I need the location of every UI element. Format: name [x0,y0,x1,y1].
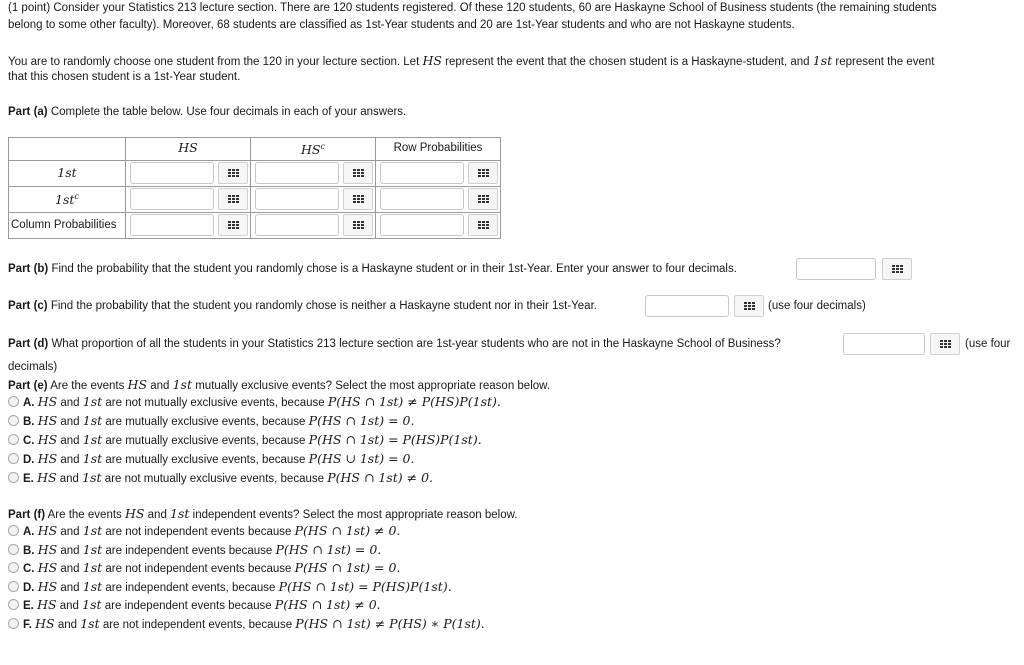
keypad-icon [892,265,903,273]
keypad-button[interactable] [882,258,912,280]
setup-line-1: You are to randomly choose one student from the 120 in your lecture section. Let HS represent the event that the chosen student is a Haskayne-student, and 1st represent the event [8,53,935,68]
col-header-row-probabilities: Row Probabilities [376,138,501,161]
probability-table [8,137,501,239]
row-header-1st-complement: $1st^c$ [9,186,126,212]
keypad-icon [228,195,239,203]
col-header-hs: HS [126,138,251,161]
answer-input-row-prob-1st[interactable] [380,162,464,184]
answer-input-hsc-1st[interactable] [255,162,339,184]
radio-button[interactable] [8,396,19,407]
answer-input-part-c[interactable] [645,295,729,317]
col-header-hs-complement: $HS^c$ [251,138,376,161]
keypad-icon [478,169,489,177]
table-corner [9,138,126,161]
answer-input-part-b[interactable] [796,258,876,280]
answer-input-hsc-1stc[interactable] [255,188,339,210]
keypad-button[interactable] [343,188,373,210]
answer-input-col-prob-hs[interactable] [130,214,214,236]
part_f-option-b[interactable]: B. HS and 1st are independent events because P(HS ∩ 1st) = 0. [8,541,381,560]
radio-button[interactable] [8,453,19,464]
radio-button[interactable] [8,581,19,592]
keypad-icon [478,221,489,229]
keypad-button[interactable] [343,162,373,184]
radio-button[interactable] [8,618,19,629]
part_f-option-f[interactable]: F. HS and 1st are not independent events, because P(HS ∩ 1st) ≠ P(HS) ∗ P(1st). [8,615,485,634]
keypad-button[interactable] [218,188,248,210]
part_f-option-a[interactable]: A. HS and 1st are not independent events because P(HS ∩ 1st) ≠ 0. [8,522,400,541]
keypad-button[interactable] [734,295,764,317]
keypad-button[interactable] [468,162,498,184]
keypad-icon [228,221,239,229]
intro-line-2: belong to some other faculty). Moreover, 68 students are classified as 1st-Year students and 20 are 1st-Year students and who are not Haskayne students. [8,19,795,31]
part-c-suffix: (use four decimals) [768,300,866,312]
radio-button[interactable] [8,472,19,483]
row-header-column-probabilities: Column Probabilities [9,212,126,238]
part_f-option-d[interactable]: D. HS and 1st are independent events, because P(HS ∩ 1st) = P(HS)P(1st). [8,578,452,597]
keypad-icon [353,195,364,203]
radio-button[interactable] [8,415,19,426]
keypad-button[interactable] [468,188,498,210]
answer-input-col-prob-hsc[interactable] [255,214,339,236]
part-d-suffix-cont: decimals) [8,361,58,373]
part-e-prompt: Part (e) Are the events HS and 1st mutually exclusive events? Select the most appropriate reason below. [8,377,551,392]
part_e-option-d[interactable]: D. HS and 1st are mutually exclusive events, because P(HS ∪ 1st) = 0. [8,450,414,469]
keypad-icon [353,169,364,177]
keypad-icon [744,302,755,310]
answer-input-hs-1stc[interactable] [130,188,214,210]
part-b-prompt: Part (b) Find the probability that the student you randomly chose is a Haskayne student or in their 1st-Year. Enter your answer to four decimals. [8,263,737,275]
part-f-prompt: Part (f) Are the events HS and 1st independent events? Select the most appropriate reason below. [8,506,518,521]
answer-input-total[interactable] [380,214,464,236]
part_e-option-e[interactable]: E. HS and 1st are not mutually exclusive events, because P(HS ∩ 1st) ≠ 0. [8,469,433,488]
keypad-icon [228,169,239,177]
radio-button[interactable] [8,562,19,573]
radio-button[interactable] [8,525,19,536]
keypad-icon [940,340,951,348]
radio-button[interactable] [8,599,19,610]
part_e-option-b[interactable]: B. HS and 1st are mutually exclusive events, because P(HS ∩ 1st) = 0. [8,412,414,431]
answer-input-part-d[interactable] [843,333,925,355]
row-header-1st: 1st [9,160,126,186]
keypad-icon [353,221,364,229]
keypad-button[interactable] [343,214,373,236]
radio-button[interactable] [8,434,19,445]
radio-button[interactable] [8,544,19,555]
keypad-button[interactable] [930,333,960,355]
answer-input-row-prob-1stc[interactable] [380,188,464,210]
part-c-prompt: Part (c) Find the probability that the student you randomly chose is neither a Haskayne student nor in their 1st-Year. [8,300,597,312]
keypad-icon [478,195,489,203]
setup-line-2: that this chosen student is a 1st-Year student. [8,71,241,83]
part_e-option-c[interactable]: C. HS and 1st are mutually exclusive events, because P(HS ∩ 1st) = P(HS)P(1st). [8,431,482,450]
intro-line-1: (1 point) Consider your Statistics 213 lecture section. There are 120 students registered. Of these 120 students, 60 are Haskayne School of Business students (the remaining students [8,2,937,14]
answer-input-hs-1st[interactable] [130,162,214,184]
part_e-option-a[interactable]: A. HS and 1st are not mutually exclusive events, because P(HS ∩ 1st) ≠ P(HS)P(1st). [8,393,501,412]
part_f-option-e[interactable]: E. HS and 1st are independent events because P(HS ∩ 1st) ≠ 0. [8,596,381,615]
keypad-button[interactable] [218,214,248,236]
keypad-button[interactable] [218,162,248,184]
part-d-suffix: (use four [965,338,1011,350]
part_f-option-c[interactable]: C. HS and 1st are not independent events because P(HS ∩ 1st) = 0. [8,559,400,578]
keypad-button[interactable] [468,214,498,236]
part-a-prompt: Part (a) Complete the table below. Use four decimals in each of your answers. [8,106,407,118]
part-d-prompt: Part (d) What proportion of all the students in your Statistics 213 lecture section are 1st-year students who are not in the Haskayne School of Business? [8,338,781,350]
